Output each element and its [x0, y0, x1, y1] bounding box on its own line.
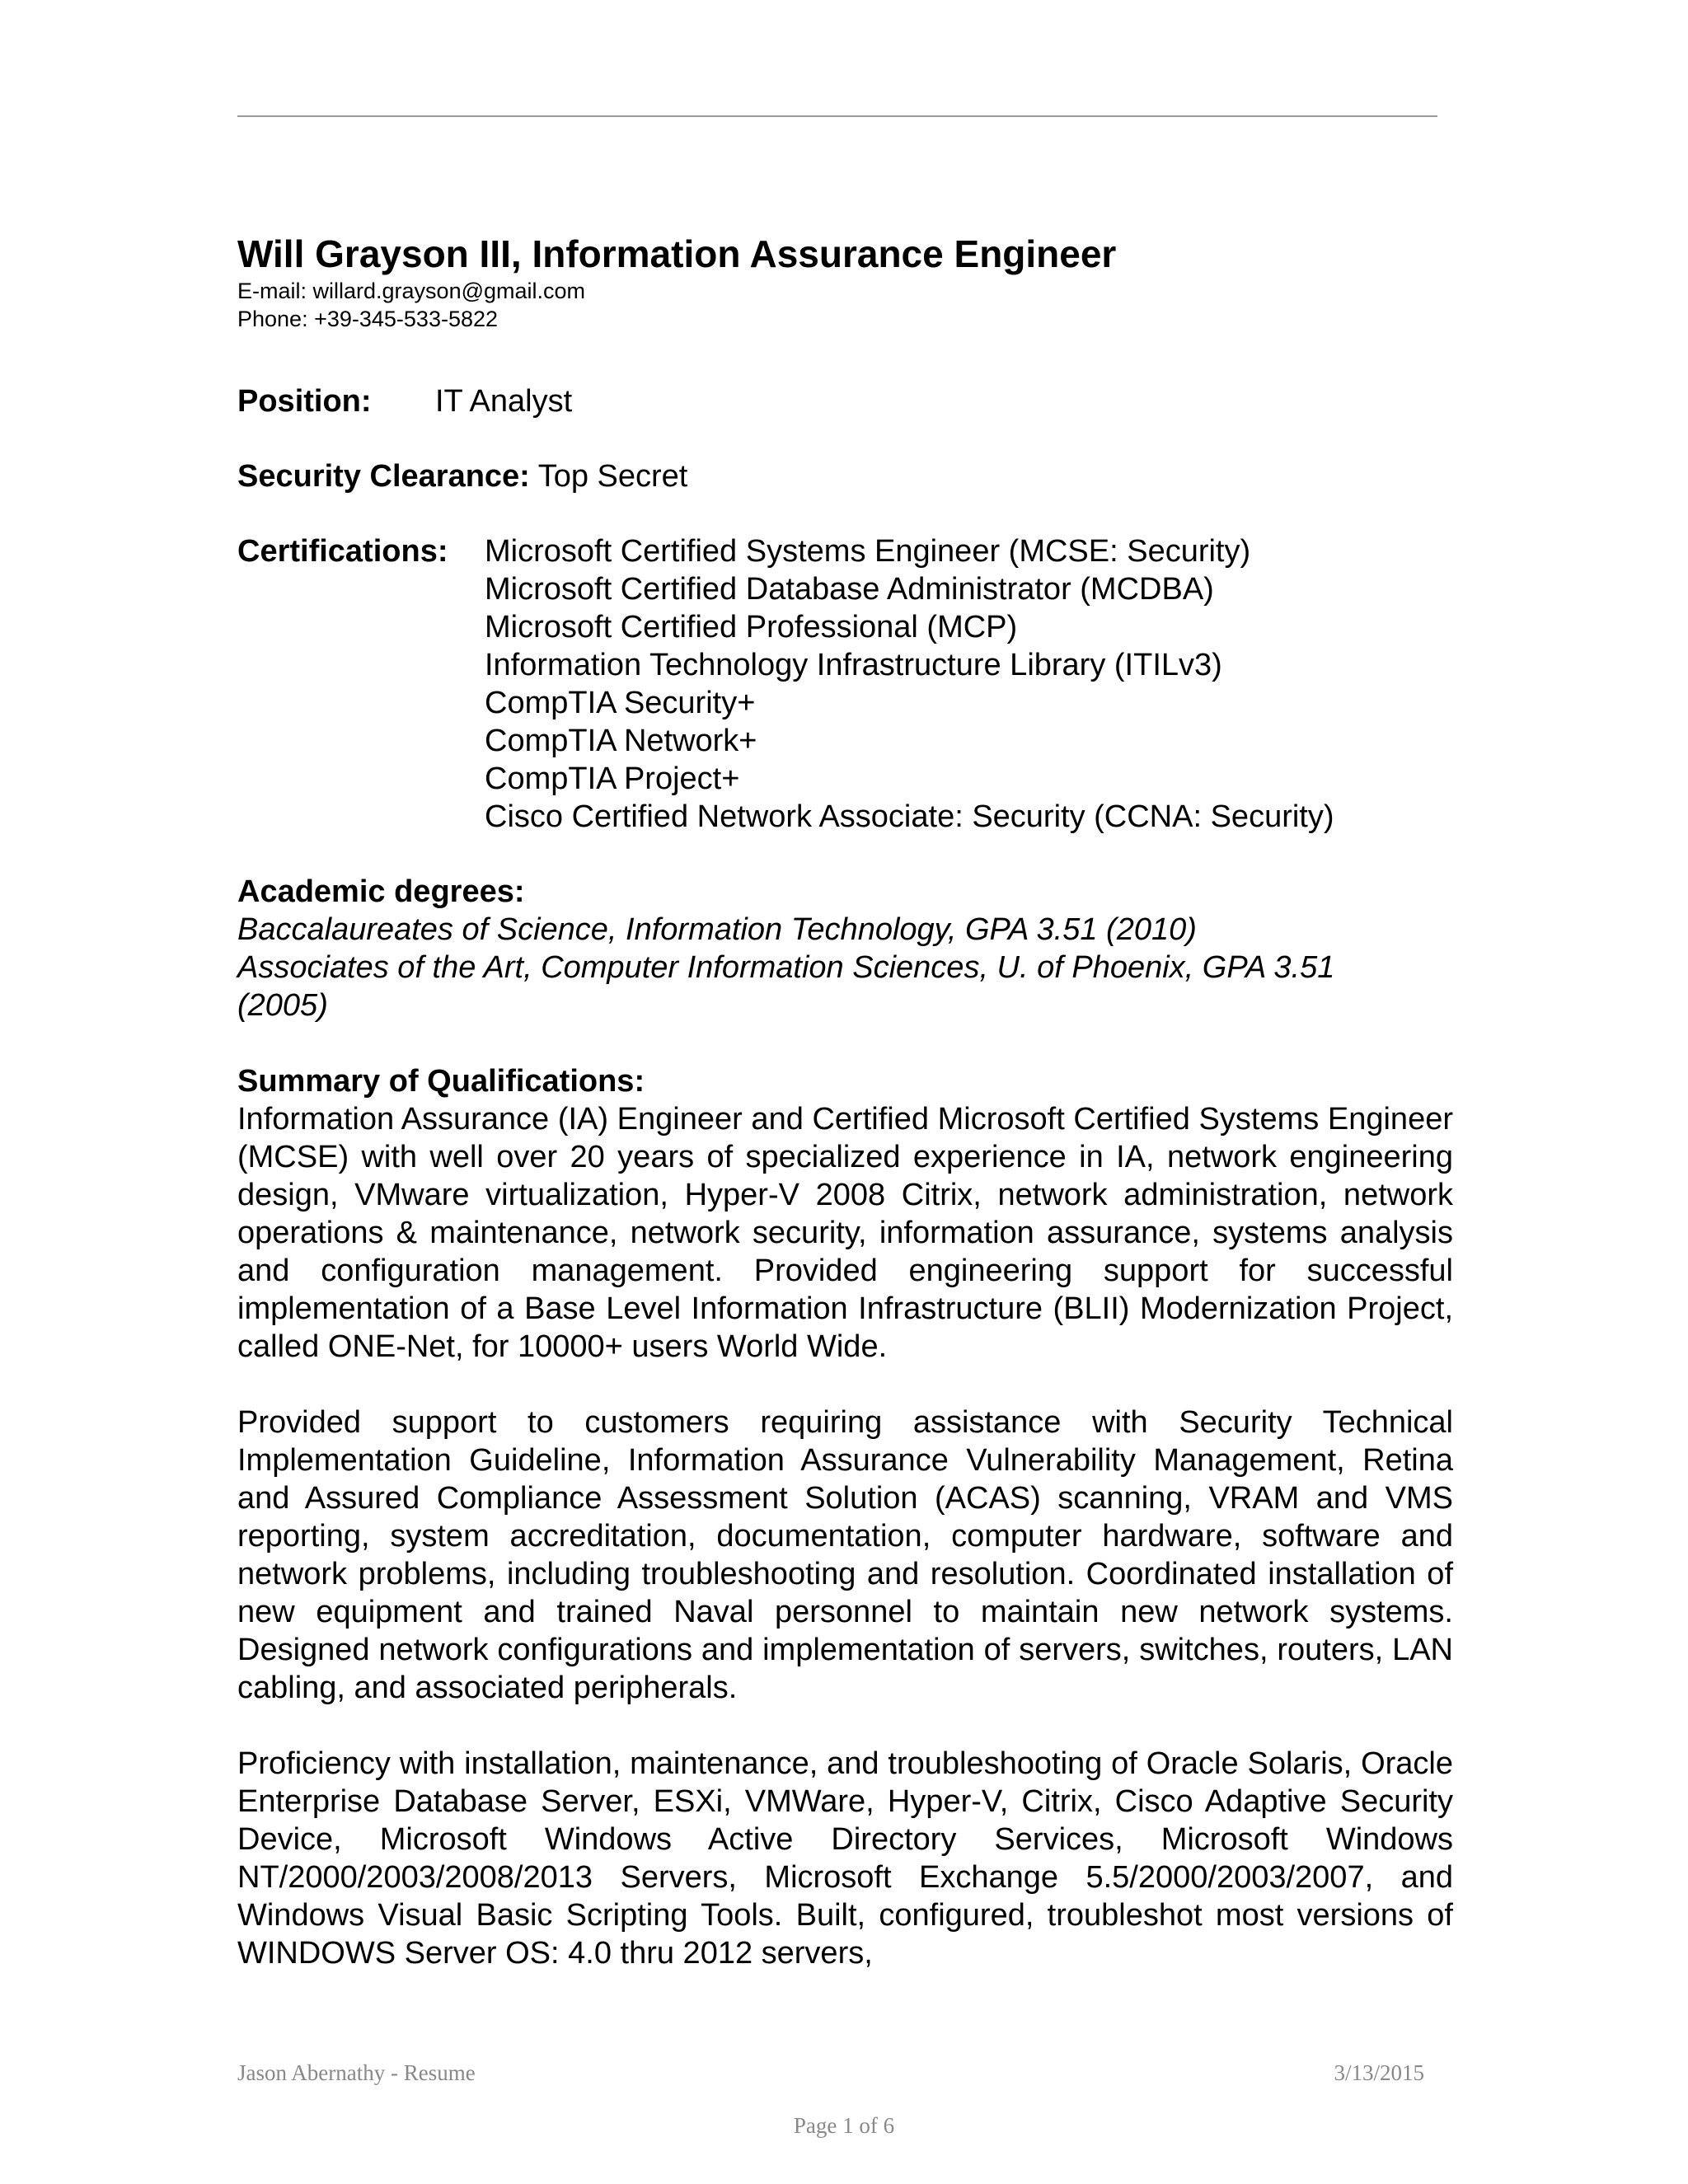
certification-item: Cisco Certified Network Associate: Security (CCNA: Security)	[485, 799, 1334, 834]
certification-item: Microsoft Certified Professional (MCP)	[485, 610, 1018, 644]
page-number: Page 1 of 6	[793, 2113, 895, 2138]
page-title: Will Grayson III, Information Assurance Engineer	[237, 232, 1117, 275]
footer-author: Jason Abernathy - Resume	[237, 2060, 476, 2085]
summary-paragraph: Information Assurance (IA) Engineer and Certified Microsoft Certified Systems Engineer (MCSE) with well over 20 years of specialized experience in IA, network engineering design, VMware virtualization, Hyper-V 2008 Citrix, network administration, network operations & maintenance, network security, information assurance, systems analysis and configuration management. Provided engineering support for successful implementation of a Base Level Information Infrastructure (BLII) Modernization Project, called ONE-Net, for 10000+ users World Wide.	[237, 1102, 1453, 1364]
summary-heading: Summary of Qualifications:	[237, 1064, 645, 1099]
degree-item: Baccalaureates of Science, Information Technology, GPA 3.51 (2010)	[237, 912, 1197, 947]
certifications-list	[485, 532, 1334, 836]
resume-body	[237, 231, 1453, 1972]
academic-heading: Academic degrees:	[237, 874, 525, 909]
certification-item: Microsoft Certified Systems Engineer (MCSE: Security)	[485, 534, 1251, 569]
position-value: IT Analyst	[435, 384, 573, 419]
clearance-row	[237, 457, 1453, 495]
certifications-label: Certifications:	[237, 534, 448, 569]
clearance-value: Top Secret	[537, 459, 688, 494]
position-row	[237, 382, 1453, 420]
clearance-label: Security Clearance:	[237, 459, 530, 494]
certification-item: CompTIA Security+	[485, 686, 756, 720]
position-label: Position:	[237, 384, 372, 419]
certification-item: Information Technology Infrastructure Library (ITILv3)	[485, 648, 1222, 682]
footer-date: 3/13/2015	[1334, 2060, 1424, 2085]
header-rule	[237, 115, 1437, 117]
certification-item: CompTIA Network+	[485, 724, 757, 758]
certifications-row	[237, 532, 1453, 836]
phone-line: Phone: +39-345-533-5822	[237, 307, 499, 331]
summary-paragraph: Proficiency with installation, maintenance, and troubleshooting of Oracle Solaris, Oracle Enterprise Database Server, ESXi, VMWare, Hyper-V, Citrix, Cisco Adaptive Security Device, Microsoft Windows Active Directory Services, Microsoft Windows NT/2000/2003/2008/2013 Servers, Microsoft Exchange 5.5/2000/2003/2007, and Windows Visual Basic Scripting Tools. Built, configured, troubleshot most versions of WINDOWS Server OS: 4.0 thru 2012 servers,	[237, 1746, 1453, 1971]
email-line: E-mail: willard.grayson@gmail.com	[237, 279, 586, 303]
degree-item: Associates of the Art, Computer Information Sciences, U. of Phoenix, GPA 3.51 (2005)	[237, 950, 1335, 1023]
summary-paragraph: Provided support to customers requiring assistance with Security Technical Implementation Guideline, Information Assurance Vulnerability Management, Retina and Assured Compliance Assessment Solution (ACAS) scanning, VRAM and VMS reporting, system accreditation, documentation, computer hardware, software and network problems, including troubleshooting and resolution. Coordinated installation of new equipment and trained Naval personnel to maintain new network systems. Designed network configurations and implementation of servers, switches, routers, LAN cabling, and associated peripherals.	[237, 1405, 1453, 1705]
certification-item: Microsoft Certified Database Administrator (MCDBA)	[485, 572, 1214, 607]
certification-item: CompTIA Project+	[485, 762, 740, 796]
